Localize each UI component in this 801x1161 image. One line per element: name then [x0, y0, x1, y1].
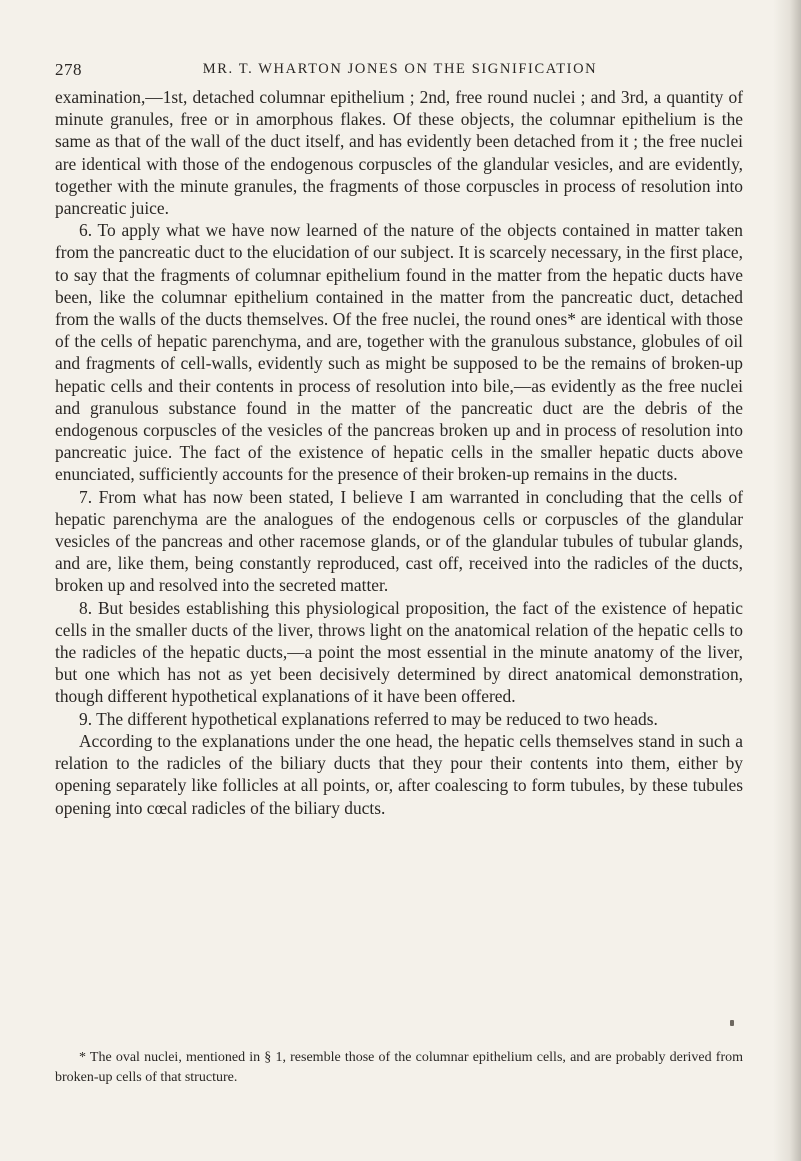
paragraph-8: 8. But besides establishing this physiological proposition, the fact of the existence of hepatic cells in the smaller ducts of the liver, throws light on the anatomical relation of the hepatic cells to the radicles of the hepatic ducts,—a point the most essential in the minute anatomy of the liver, but one which has not as yet been decisively determined by direct anatomical demonstration, though different hypothetical explanations of it have been offered.: [55, 597, 743, 707]
paragraph-9: 9. The different hypothetical explanations referred to may be reduced to two heads.: [79, 708, 658, 729]
print-speck: [730, 1020, 734, 1026]
paragraph-continued: examination,—1st, detached columnar epithelium ; 2nd, free round nuclei ; and 3rd, a quantity of minute granules, free or in amorphous flakes. Of these objects, the columnar epithelium is the same as that of the wall of the duct itself, and has evidently been detached from it ; the free nuclei are identical with those of the endogenous corpuscles of the glandular vesicles, and are evidently, together with the minute granules, the fragments of those corpuscles in process of resolution into pancreatic juice.: [55, 87, 743, 219]
footnote: * The oval nuclei, mentioned in § 1, resemble those of the columnar epithelium cells, and are probably derived from broken-up cells of that structure.: [55, 1050, 743, 1085]
running-title: MR. T. WHARTON JONES ON THE SIGNIFICATION: [202, 61, 598, 77]
body-text: [55, 86, 743, 819]
paragraph-7: 7. From what has now been stated, I believe I am warranted in concluding that the cells of hepatic parenchyma are the analogues of the endogenous cells or corpuscles of the glandular vesicles of the pancreas and other racemose glands, or of the glandular tubules of tubular glands, and are, like them, being constantly reproduced, cast off, received into the radicles of the ducts, broken up and resolved into the secreted matter.: [55, 486, 743, 596]
page-number: 278: [55, 60, 82, 79]
paragraph-9-continued: According to the explanations under the one head, the hepatic cells themselves stand in such a relation to the radicles of the biliary ducts that they pour their contents into them, either by opening separately like follicles at all points, or, after coalescing to form tubules, by these tubules opening into cœcal radicles of the biliary ducts.: [55, 730, 743, 818]
page-edge-shadow: [773, 0, 801, 1161]
page-header: [55, 60, 745, 82]
paragraph-6: 6. To apply what we have now learned of the nature of the objects contained in matter taken from the pancreatic duct to the elucidation of our subject. It is scarcely necessary, in the first place, to say that the fragments of columnar epithelium found in the matter from the hepatic ducts have been, like the columnar epithelium contained in the matter from the pancreatic duct, detached from the walls of the ducts themselves. Of the free nuclei, the round ones* are identical with those of the cells of hepatic parenchyma, and are, together with the granulous substance, globules of oil and fragments of cell-walls, evidently such as might be supposed to be the remains of broken-up hepatic cells and their contents in process of resolution into bile,—as evidently as the free nuclei and granulous substance found in the matter of the pancreatic duct are the debris of the endogenous corpuscles of the vesicles of the pancreas broken up and in process of resolution into pancreatic juice. The fact of the existence of hepatic cells in the smaller hepatic ducts above enunciated, sufficiently accounts for the presence of their broken-up remains in the ducts.: [55, 220, 743, 485]
